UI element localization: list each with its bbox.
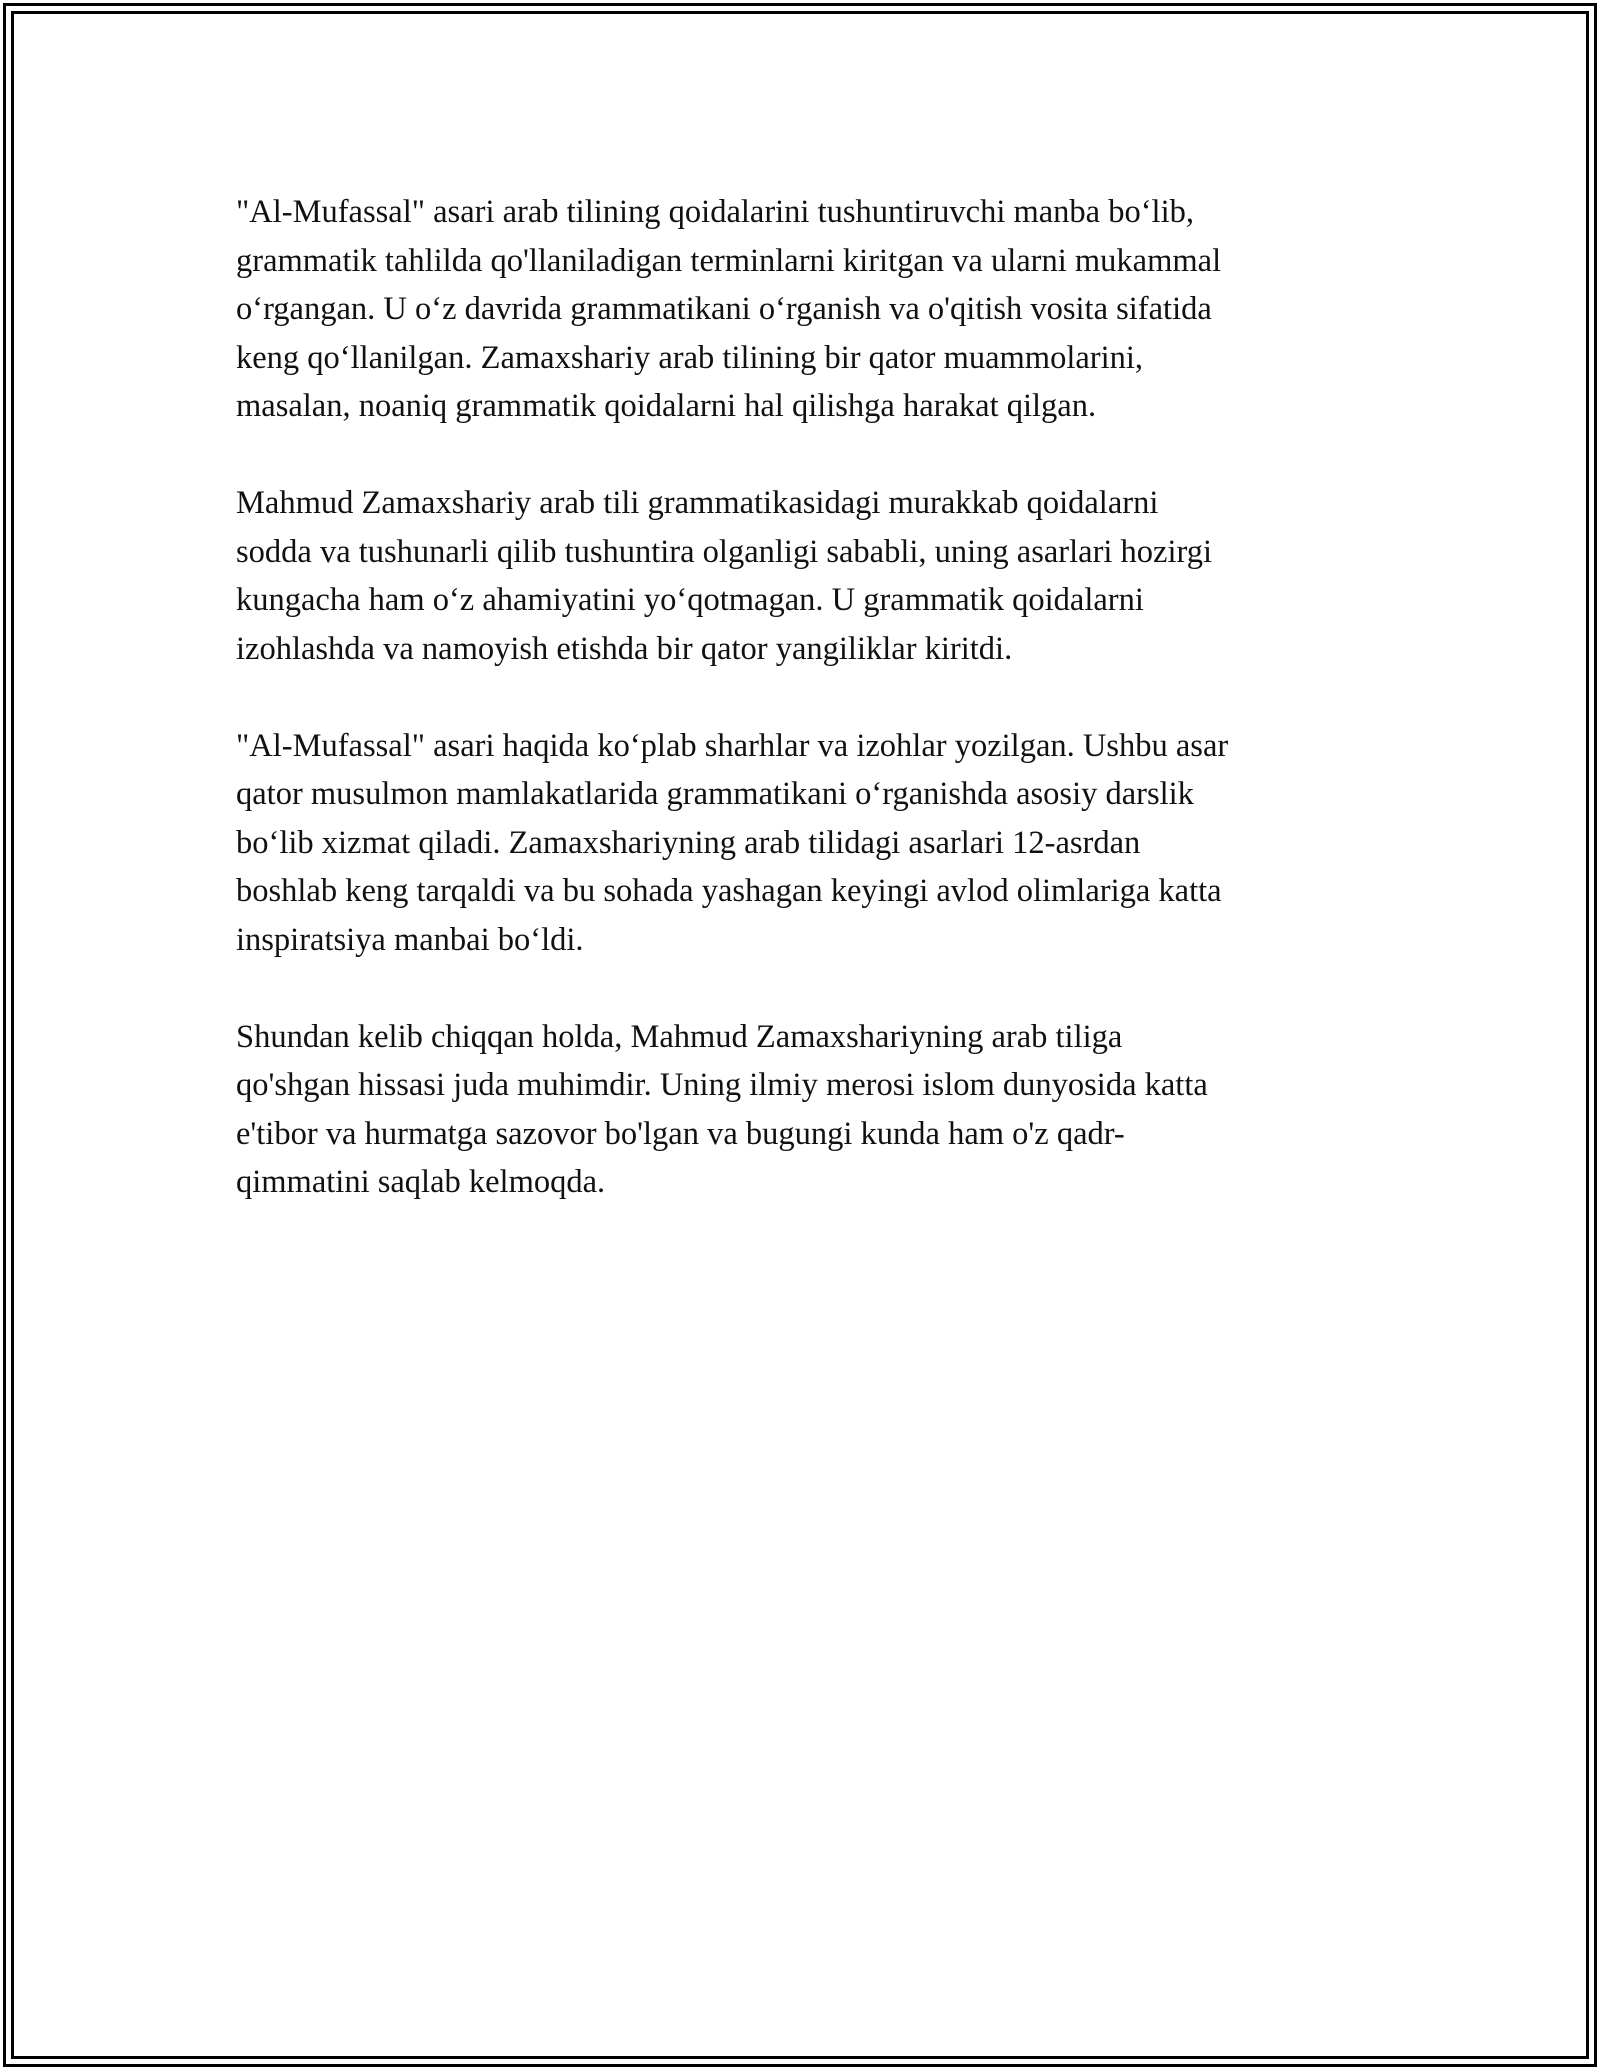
text-line: o‘rgangan. U o‘z davrida grammatikani o‘rganish va o'qitish vosita sifatida [236,291,1212,327]
text-line: boshlab keng tarqaldi va bu sohada yashagan keyingi avlod olimlariga katta [236,873,1222,909]
text-line: inspiratsiya manbai bo‘ldi. [236,921,584,958]
text-line: "Al-Mufassal" asari haqida ko‘plab sharhlar va izohlar yozilgan. Ushbu asar [236,727,1229,764]
text-line: qator musulmon mamlakatlarida grammatikani o‘rganishda asosiy darslik [236,776,1194,812]
text-line: qo'shgan hissasi juda muhimdir. Uning ilmiy merosi islom dunyosida katta [236,1067,1208,1103]
paragraph-1 [236,188,1366,431]
paragraph-3 [236,722,1366,965]
text-line: sodda va tushunarli qilib tushuntira olganligi sababli, uning asarlari hozirgi [236,533,1213,570]
text-line: grammatik tahlilda qo'llaniladigan terminlarni kiritgan va ularni mukammal [236,242,1222,279]
text-line: keng qo‘llanilgan. Zamaxshariy arab tilining bir qator muammolarini, [236,339,1144,376]
text-line: e'tibor va hurmatga sazovor bo'lgan va bugungi kunda ham o'z qadr- [236,1115,1125,1152]
text-line: masalan, noaniq grammatik qoidalarni hal qilishga harakat qilgan. [236,388,1097,424]
document-body [236,188,1366,1255]
text-line: Shundan kelib chiqqan holda, Mahmud Zamaxshariyning arab tiliga [236,1018,1123,1055]
text-line: bo‘lib xizmat qiladi. Zamaxshariyning arab tilidagi asarlari 12-asrdan [236,824,1141,861]
paragraph-2 [236,479,1366,673]
text-line: qimmatini saqlab kelmoqda. [236,1164,606,1200]
paragraph-4 [236,1013,1366,1207]
text-line: Mahmud Zamaxshariy arab tili grammatikasidagi murakkab qoidalarni [236,485,1159,521]
text-line: kungacha ham o‘z ahamiyatini yo‘qotmagan. U grammatik qoidalarni [236,582,1144,618]
text-line: izohlashda va namoyish etishda bir qator yangiliklar kiritdi. [236,630,1013,667]
text-line: "Al-Mufassal" asari arab tilining qoidalarini tushuntiruvchi manba bo‘lib, [236,194,1194,230]
